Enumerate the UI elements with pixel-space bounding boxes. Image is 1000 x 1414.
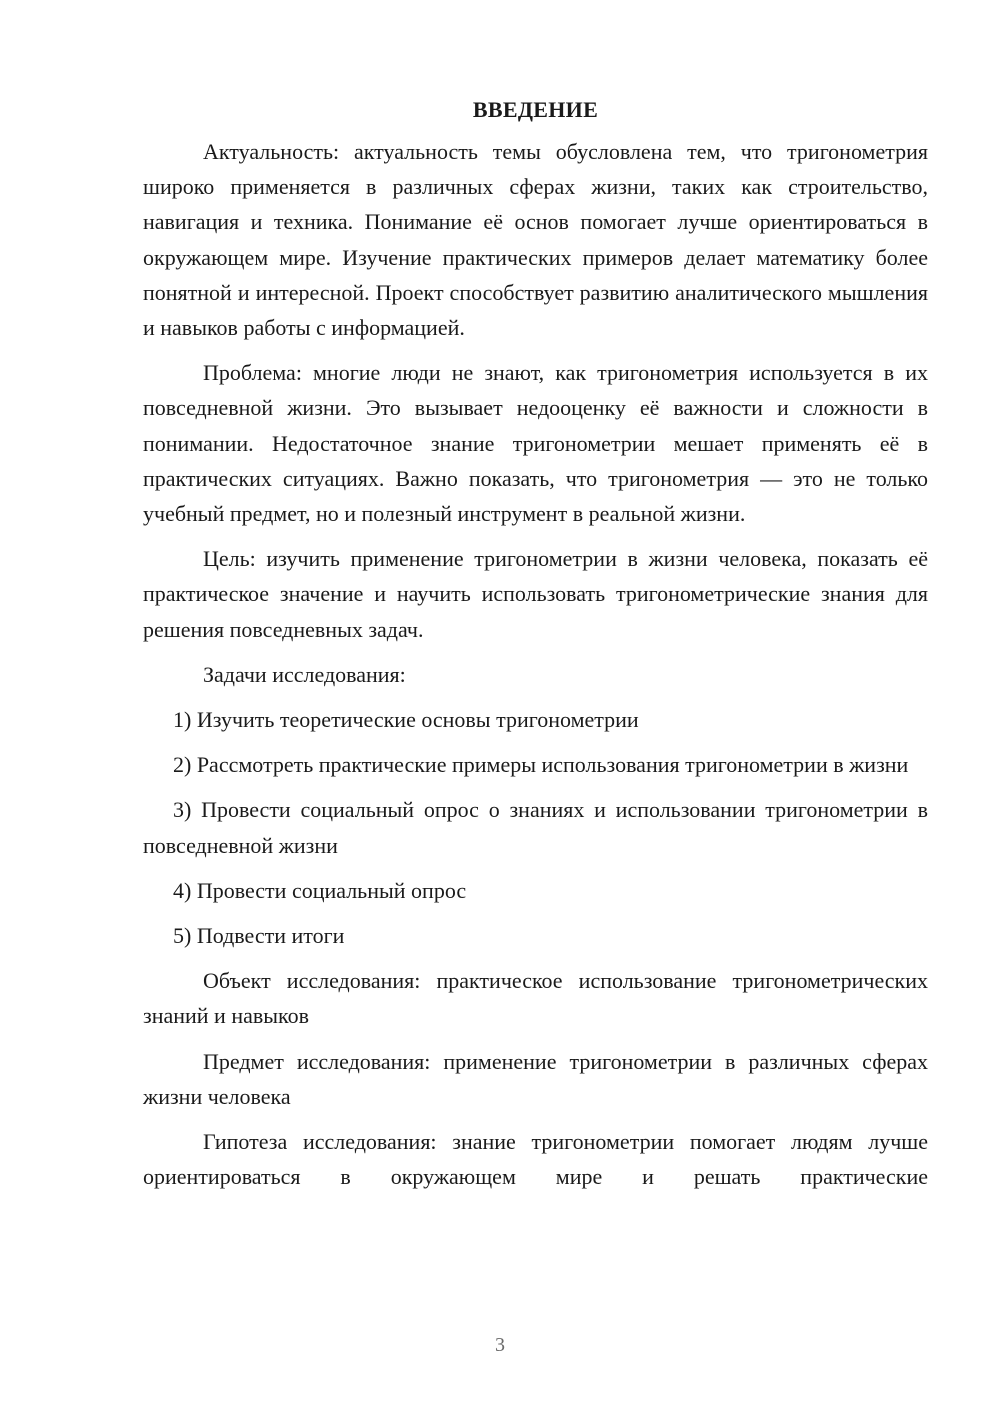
paragraph-problem: Проблема: многие люди не знают, как тригонометрия используется в их повседневной жизни. Это вызывает недооценку её важности и сложности в понимании. Недостаточное знание тригонометрии мешает применять её в практических ситуациях. Важно показать, что тригонометрия — это не только учебный предмет, но и полезный инструмент в реальной жизни. — [143, 360, 928, 527]
task-item-5: 5) Подвести итоги — [173, 923, 345, 949]
section-title: ВВЕДЕНИЕ — [472, 97, 599, 122]
paragraph-hypothesis: Гипотеза исследования: знание тригонометрии помогает людям лучше ориентироваться в окружающем мире и решать практические — [143, 1129, 928, 1190]
page-number: 3 — [495, 1334, 505, 1356]
paragraph-goal: Цель: изучить применение тригонометрии в жизни человека, показать её практическое значение и научить использовать тригонометрические знания для решения повседневных задач. — [143, 546, 928, 642]
task-item-1: 1) Изучить теоретические основы тригонометрии — [173, 707, 639, 733]
paragraph-relevance: Актуальность: актуальность темы обусловлена тем, что тригонометрия широко применяется в различных сферах жизни, таких как строительство, навигация и техника. Понимание её основ помогает лучше ориентироваться в окружающем мире. Изучение практических примеров делает математику более понятной и интересной. Проект способствует развитию аналитического мышления и навыков работы с информацией. — [143, 139, 928, 341]
paragraph-object: Объект исследования: практическое использование тригонометрических знаний и навыков — [143, 968, 928, 1029]
task-item-3: 3) Провести социальный опрос о знаниях и использовании тригонометрии в повседневной жизни — [143, 797, 928, 858]
document-page — [143, 92, 928, 1204]
task-item-4: 4) Провести социальный опрос — [173, 877, 467, 903]
paragraph-subject: Предмет исследования: применение тригонометрии в различных сферах жизни человека — [143, 1048, 928, 1109]
task-item-2: 2) Рассмотреть практические примеры использования тригонометрии в жизни — [173, 752, 909, 778]
paragraph-tasks-heading: Задачи исследования: — [203, 661, 406, 687]
